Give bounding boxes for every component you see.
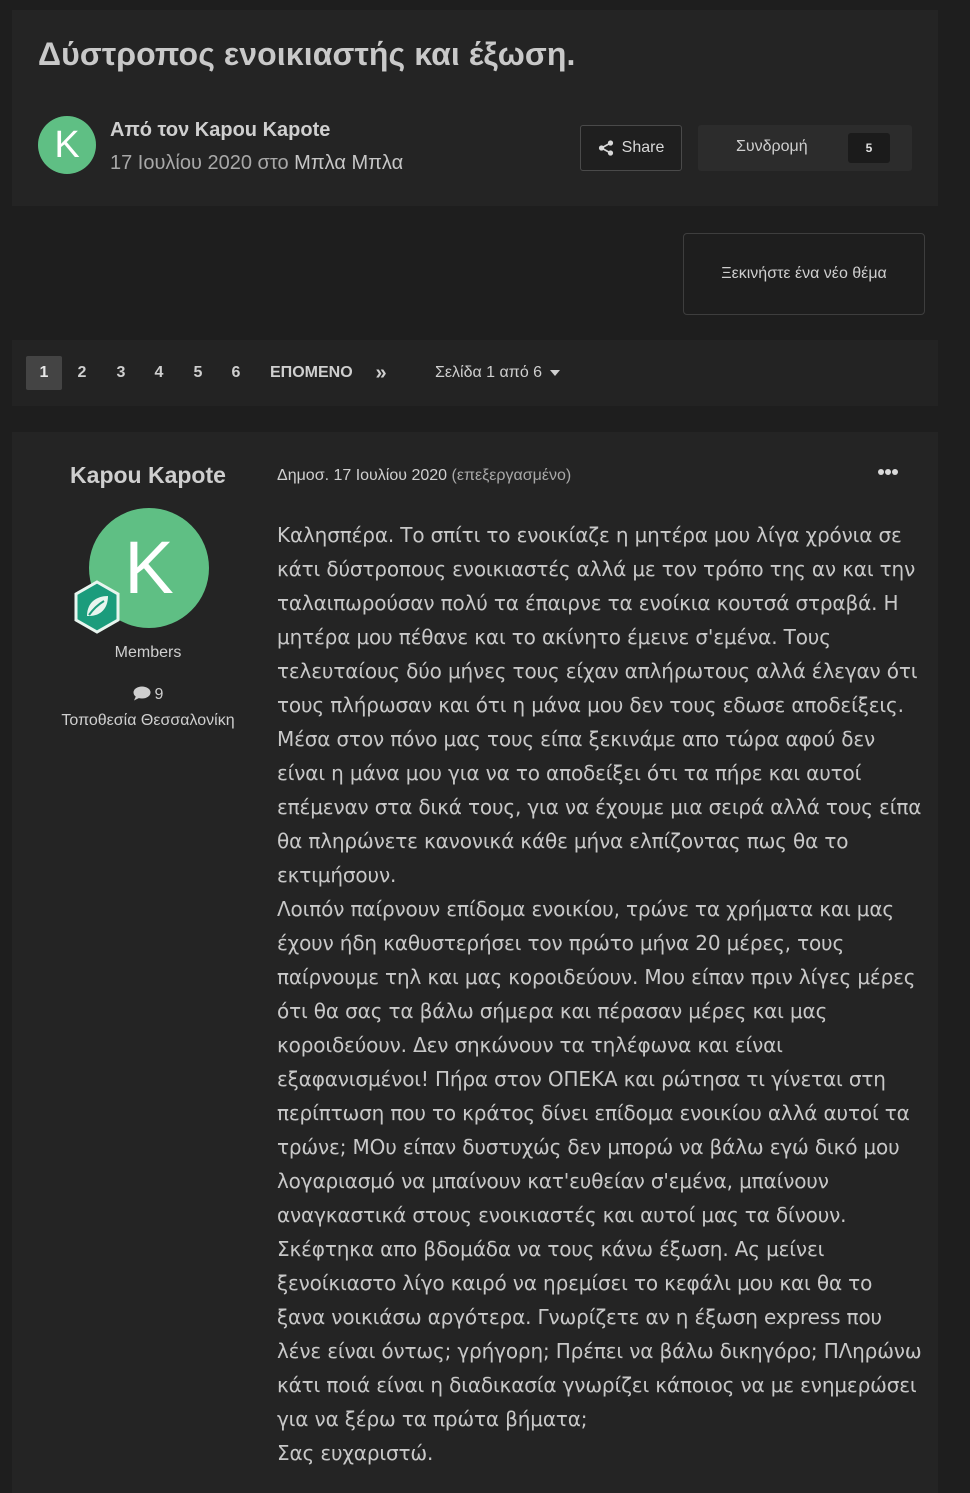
post-author-name[interactable]: Kapou Kapote: [70, 462, 226, 488]
post-count: [12, 686, 284, 704]
page-link-2[interactable]: 2: [77, 364, 87, 381]
follow-count: 5: [848, 133, 890, 163]
page-jump-label: Σελίδα 1 από 6: [435, 364, 543, 381]
share-icon: [598, 140, 614, 156]
post-paragraph: Λοιπόν παίρνουν επίδομα ενοικίου, τρώνε τα χρήματα και μας έχουν ήδη καθυστερήσει τον πρώτο μήνα 20 μέρες, τους παίρνουμε τηλ και μας κοροιδεύουν. Μου είπαν πριν λίγες μέρες ότι θα σας τα βάλω σήμερα και πέρασαν μέρες και μας κοροιδεύουν. Δεν σηκώνουν τα τηλέφωνα και είναι εξαφανισμένοι! Πήρα στον ΟΠΕΚΑ και ρώτησα τι γίνεται στη περίπτωση που το κράτος δίνει επίδομα ενοικίου αλλά αυτοί τα τρώνε; ΜΟυ είπαν δυστυχώς δεν μπορώ να βάλω εγώ δικό μου λογαριασμό να μπαίνουν κατ'ευθείαν σ'εμένα, μπαίνουν αναγκαστικά στους ενοικιαστές και αυτοί μας τα δίνουν.: [277, 897, 916, 1227]
post-paragraph: Σας ευχαριστώ.: [277, 1441, 434, 1465]
page-link-6[interactable]: 6: [231, 364, 241, 381]
topic-author[interactable]: Από τον Kapou Kapote: [110, 119, 331, 141]
page-jump-dropdown[interactable]: [435, 356, 560, 390]
last-page-link[interactable]: »: [375, 362, 387, 384]
pagination: [12, 340, 938, 406]
leaf-badge-icon: [70, 580, 124, 634]
page-link-5[interactable]: 5: [193, 364, 203, 381]
caret-down-icon: [550, 370, 560, 376]
post-count-value: 9: [154, 686, 164, 703]
next-page-link[interactable]: ΕΠΟΜΕΝΟ: [270, 364, 353, 381]
start-new-topic-button[interactable]: Ξεκινήστε ένα νέο θέμα: [683, 233, 925, 315]
forum-link[interactable]: Μπλα Μπλα: [294, 152, 404, 174]
topic-date: 17 Ιουλίου 2020 στο: [110, 152, 295, 174]
follow-label: Συνδρομή: [736, 138, 808, 155]
post-paragraph: Καλησπέρα. Το σπίτι το ενοικίαζε η μητέρα μου λίγα χρόνια σε κάτι δύστροπους ενοικιαστές αλλά με τον τρόπο της αν και την ταλαιπωρούσαν πολύ τα έπαιρνε τα ενοίκια κουτσά στραβά. Η μητέρα μου πέθανε και το ακίνητο έμεινε σ'εμένα. Τους τελευταίους δύο μήνες τους είχαν απλήρωτους αλλά έλεγαν ότι τους πλήρωσαν και ότι η μάνα μου δεν τους εδωσε αποδείξεις. Μέσα στον πόνο μας τους είπα ξεκινάμε απο τώρα αφού δεν είναι η μάνα μου για να το αποδείξει ότι τα πήρε και αυτοί επέμεναν στα δικά τους, για να έχουμε μια σειρά αλλά τους είπα θα πληρώνετε κανονικά κάθε μήνα ελπίζοντας πως θα το εκτιμήσουν.: [277, 523, 922, 887]
post-author-avatar[interactable]: K: [89, 508, 209, 628]
page-link-3[interactable]: 3: [116, 364, 126, 381]
author-location: Τοποθεσία Θεσσαλονίκη: [61, 712, 235, 729]
page-link-1[interactable]: 1: [26, 356, 62, 390]
page-link-4[interactable]: 4: [154, 364, 164, 381]
author-avatar[interactable]: K: [38, 116, 96, 174]
share-button[interactable]: [580, 125, 682, 171]
member-group: Members: [114, 644, 182, 661]
topic-header: [12, 10, 938, 206]
post: [12, 432, 938, 1493]
post-paragraph: Σκέφτηκα απο βδομάδα να τους κάνω έξωση. Ας μείνει ξενοίκιαστο λίγο καιρό να ηρεμίσει το κεφάλι μου και θα το ξανα νοικιάσω αργότερα. Γνωρίζετε αν η έξωση express που λένε είναι όντως; γρήγορη; Πρέπει να βάλω δικηγόρο; ΠΛηρώνω κάτι ποιά είναι η διαδικασία γνωρίζει κάποιος να με ενημερώσει για να ξέρω τα πρώτα βήματα;: [277, 1237, 922, 1431]
topic-title: Δύστροπος ενοικιαστής και έξωση.: [38, 36, 576, 72]
post-date[interactable]: Δημοσ. 17 Ιουλίου 2020: [277, 467, 452, 484]
comment-icon: [133, 686, 151, 701]
post-meta: [277, 467, 571, 485]
follow-button[interactable]: [698, 125, 912, 171]
post-content: [277, 518, 923, 1470]
edited-label: (επεξεργασμένο): [451, 467, 572, 484]
topic-date-line: [110, 152, 403, 175]
ellipsis-icon[interactable]: [878, 462, 902, 482]
share-label: Share: [621, 139, 665, 156]
